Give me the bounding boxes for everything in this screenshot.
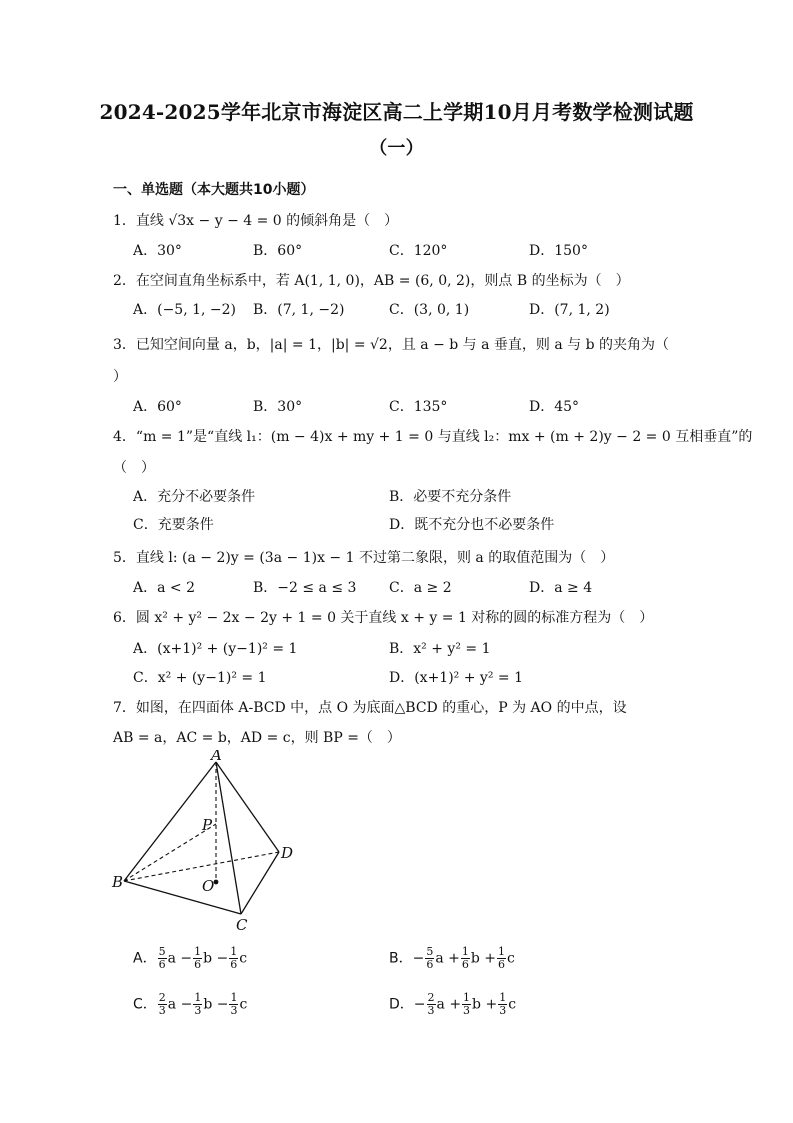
option-key: C． <box>133 996 157 1013</box>
fraction: $\frac{5}{6}$ <box>158 945 166 971</box>
question-5-option-b[interactable]: B．−2 ≤ a ≤ 3 <box>253 580 357 596</box>
question-1-option-b[interactable]: B．60° <box>253 243 303 259</box>
question-7-option-b[interactable]: B．− $\frac{5}{6}$ a + $\frac{1}{6}$ b + $\frac{1}{6}$ c <box>389 945 515 971</box>
question-1-option-c[interactable]: C．120° <box>389 243 448 259</box>
fraction: $\frac{1}{6}$ <box>230 945 238 971</box>
fraction: $\frac{1}{6}$ <box>194 945 202 971</box>
question-4-option-b[interactable]: B．必要不充分条件 <box>389 489 512 505</box>
question-6-stem: 6．圆 x² + y² − 2x − 2y + 1 = 0 关于直线 x + y = 1 对称的圆的标准方程为（ ） <box>113 610 654 626</box>
tetrahedron-figure <box>110 750 310 935</box>
question-3-stem-line2: ） <box>113 369 127 385</box>
fraction: $\frac{2}{3}$ <box>158 991 166 1017</box>
edge-bc <box>124 881 241 914</box>
fraction: $\frac{1}{3}$ <box>230 991 238 1017</box>
question-2-option-b[interactable]: B．(7, 1, −2) <box>253 302 345 318</box>
question-3-stem-line1: 3．已知空间向量 a，b，|a| = 1，|b| = √2，且 a − b 与 a 垂直，则 a 与 b 的夹角为（ <box>113 337 670 353</box>
question-5-option-d[interactable]: D．a ≥ 4 <box>529 580 593 596</box>
question-4-option-a[interactable]: A．充分不必要条件 <box>133 489 256 505</box>
question-7-option-d[interactable]: D．− $\frac{2}{3}$ a + $\frac{1}{3}$ b + $\frac{1}{3}$ c <box>389 991 517 1017</box>
question-3-option-c[interactable]: C．135° <box>389 399 448 415</box>
edge-ad <box>216 762 279 852</box>
question-4-option-d[interactable]: D．既不充分也不必要条件 <box>389 517 555 533</box>
question-1-stem: 1．直线 √3x − y − 4 = 0 的倾斜角是（ ） <box>113 213 399 229</box>
fraction: $\frac{1}{3}$ <box>499 991 507 1017</box>
option-key: A． <box>133 950 157 967</box>
question-3-option-b[interactable]: B．30° <box>253 399 303 415</box>
fraction: $\frac{5}{6}$ <box>426 945 434 971</box>
question-7-option-c[interactable]: C． $\frac{2}{3}$ a − $\frac{1}{3}$ b − $\frac{1}{3}$ c <box>133 991 248 1017</box>
edge-cd <box>241 852 279 914</box>
option-key: D．− <box>389 996 426 1013</box>
question-4-stem-line1: 4．“m = 1”是“直线 l₁：(m − 4)x + my + 1 = 0 与直线 l₂：mx + (m + 2)y − 2 = 0 互相垂直”的 <box>113 429 753 445</box>
question-3-option-d[interactable]: D．45° <box>529 399 580 415</box>
question-5-option-a[interactable]: A．a < 2 <box>133 580 195 596</box>
label-a: A <box>211 750 222 764</box>
page-title: 2024-2025学年北京市海淀区高二上学期10月月考数学检测试题 <box>99 100 694 124</box>
fraction: $\frac{1}{3}$ <box>194 991 202 1017</box>
question-1-option-a[interactable]: A．30° <box>133 243 182 259</box>
option-key: B．− <box>389 950 425 967</box>
question-1-option-d[interactable]: D．150° <box>529 243 588 259</box>
question-6-option-c[interactable]: C．x² + (y−1)² = 1 <box>133 670 267 686</box>
question-6-option-a[interactable]: A．(x+1)² + (y−1)² = 1 <box>133 641 298 657</box>
question-2-option-a[interactable]: A．(−5, 1, −2) <box>133 302 237 318</box>
label-o: O <box>202 877 215 895</box>
question-2-option-d[interactable]: D．(7, 1, 2) <box>529 302 610 318</box>
label-d: D <box>281 844 294 862</box>
question-7-stem-line1: 7．如图，在四面体 A-BCD 中，点 O 为底面△BCD 的重心，P 为 AO 的中点，设 <box>113 700 627 716</box>
edge-ac <box>216 762 241 914</box>
question-4-stem-line2: （ ） <box>113 460 155 476</box>
fraction: $\frac{2}{3}$ <box>427 991 435 1017</box>
point-o <box>214 880 219 885</box>
question-6-option-b[interactable]: B．x² + y² = 1 <box>389 641 491 657</box>
section-heading: 一、单选题（本大题共10小题） <box>113 182 315 198</box>
question-4-option-c[interactable]: C．充要条件 <box>133 517 214 533</box>
question-5-stem: 5．直线 l: (a − 2)y = (3a − 1)x − 1 不过第二象限，则 a 的取值范围为（ ） <box>113 550 615 566</box>
question-7-stem-line2: AB = a，AC = b，AD = c，则 BP =（ ） <box>113 730 401 746</box>
question-7-option-a[interactable]: A． $\frac{5}{6}$ a − $\frac{1}{6}$ b − $\frac{1}{6}$ c <box>133 945 248 971</box>
question-3-option-a[interactable]: A．60° <box>133 399 182 415</box>
question-2-stem: 2．在空间直角坐标系中，若 A(1, 1, 0)，AB = (6, 0, 2)，则点 B 的坐标为（ ） <box>113 273 630 289</box>
fraction: $\frac{1}{6}$ <box>498 945 506 971</box>
question-2-option-c[interactable]: C．(3, 0, 1) <box>389 302 470 318</box>
question-6-option-d[interactable]: D．(x+1)² + y² = 1 <box>389 670 523 686</box>
page-subtitle: （一） <box>369 138 424 159</box>
label-c: C <box>236 916 248 934</box>
question-5-option-c[interactable]: C．a ≥ 2 <box>389 580 452 596</box>
label-b: B <box>112 873 124 891</box>
fraction: $\frac{1}{6}$ <box>461 945 469 971</box>
fraction: $\frac{1}{3}$ <box>463 991 471 1017</box>
label-p: P <box>202 816 213 834</box>
